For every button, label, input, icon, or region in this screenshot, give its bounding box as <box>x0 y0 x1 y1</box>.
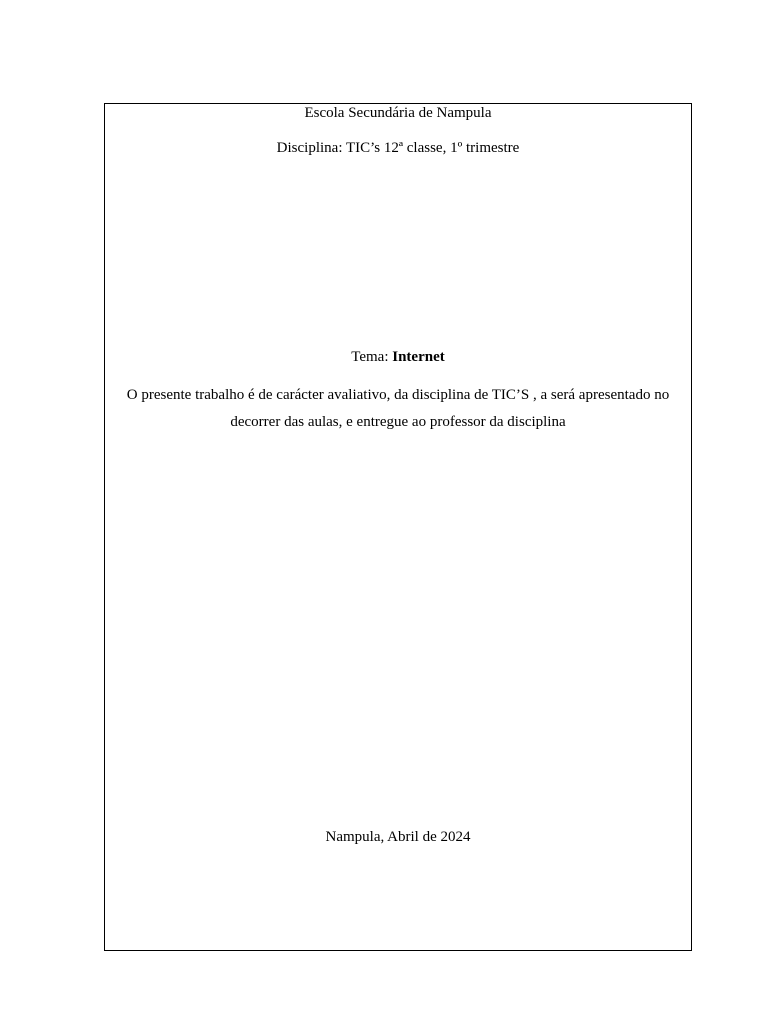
discipline-line: Disciplina: TIC’s 12ª classe, 1º trimestre <box>276 140 520 156</box>
theme-label: Tema: <box>351 349 393 365</box>
theme-value: Internet <box>392 349 445 365</box>
description-line-1: O presente trabalho é de carácter avaliativo, da disciplina de TIC’S , a será apresentado no <box>126 387 670 403</box>
description-line-2: decorrer das aulas, e entregue ao professor da disciplina <box>230 414 566 430</box>
place-date: Nampula, Abril de 2024 <box>325 829 471 845</box>
page-frame <box>104 103 692 951</box>
theme-line <box>105 348 691 366</box>
school-name: Escola Secundária de Nampula <box>304 105 492 121</box>
description-paragraph <box>105 382 691 436</box>
